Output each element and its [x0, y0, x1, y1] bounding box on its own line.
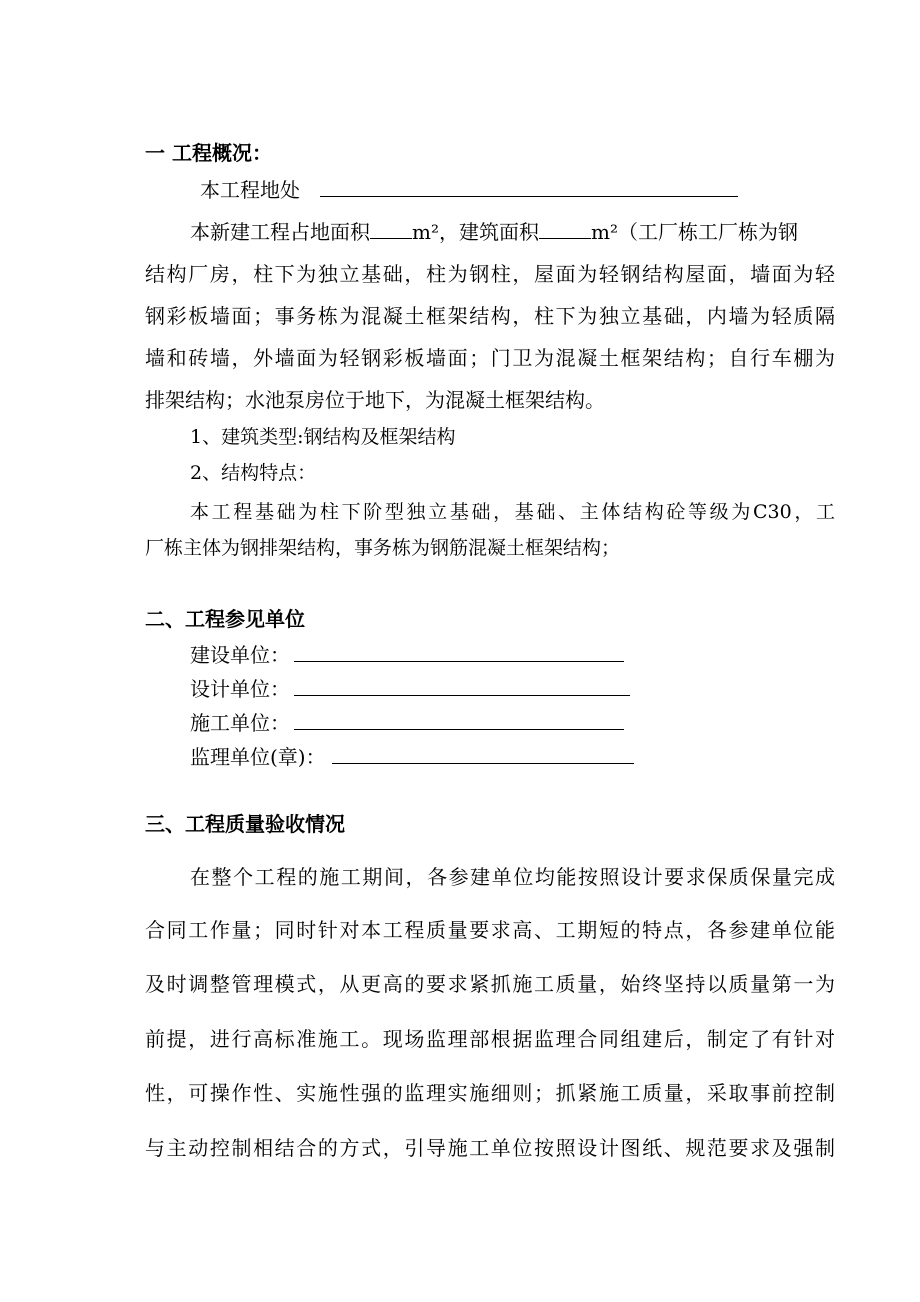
location-label: 本工程地处: [200, 178, 300, 202]
building-area-label: m²，建筑面积: [412, 220, 539, 244]
location-blank[interactable]: [320, 178, 738, 197]
unit-blank-design[interactable]: [294, 677, 630, 696]
location-row: [200, 178, 738, 202]
quality-line-2: 合同工作量；同时针对本工程质量要求高、工期短的特点，各参建单位能: [145, 918, 835, 942]
land-area-label: 本新建工程占地面积: [190, 220, 370, 244]
unit-blank-construction[interactable]: [294, 643, 624, 662]
unit-row-supervision: [190, 745, 634, 769]
overview-line-4: 墙和砖墙，外墙面为轻钢彩板墙面；门卫为混凝土框架结构；自行车棚为: [145, 346, 835, 370]
structure-line-1: 本工程基础为柱下阶型独立基础，基础、主体结构砼等级为C30，工: [190, 501, 835, 523]
unit-blank-supervision[interactable]: [332, 745, 634, 764]
unit-row-contractor: [190, 711, 624, 735]
unit-row-design: [190, 677, 630, 701]
quality-line-4: 前提，进行高标准施工。现场监理部根据监理合同组建后，制定了有针对: [145, 1027, 835, 1051]
item-building-type: 1、建筑类型:钢结构及框架结构: [190, 426, 456, 448]
quality-line-3: 及时调整管理模式，从更高的要求紧抓施工质量，始终坚持以质量第一为: [145, 972, 835, 996]
section-3-heading: 三、工程质量验收情况: [145, 812, 345, 836]
unit-row-construction: [190, 643, 624, 667]
unit-label: 设计单位：: [190, 677, 290, 701]
unit-label: 建设单位：: [190, 643, 290, 667]
overview-line-2: 结构厂房，柱下为独立基础，柱为钢柱，屋面为轻钢结构屋面，墙面为轻: [145, 262, 835, 286]
land-area-blank[interactable]: [370, 220, 412, 239]
overview-line-5: 排架结构；水池泵房位于地下，为混凝土框架结构。: [145, 388, 605, 412]
quality-line-5: 性，可操作性、实施性强的监理实施细则；抓紧施工质量，采取事前控制: [145, 1081, 835, 1105]
section-2-heading: 二、工程参见单位: [145, 607, 305, 631]
section-1-heading: 一 工程概况：: [145, 141, 272, 165]
overview-line-3: 钢彩板墙面；事务栋为混凝土框架结构，柱下为独立基础，内墙为轻质隔: [145, 304, 835, 328]
quality-line-6: 与主动控制相结合的方式，引导施工单位按照设计图纸、规范要求及强制: [145, 1136, 835, 1160]
unit-label: 施工单位：: [190, 711, 290, 735]
area-line: [190, 220, 798, 244]
item-structure-features: 2、结构特点：: [190, 462, 317, 484]
unit-label: 监理单位(章)：: [190, 745, 326, 769]
quality-line-1: 在整个工程的施工期间，各参建单位均能按照设计要求保质保量完成: [190, 865, 835, 889]
unit-blank-contractor[interactable]: [294, 711, 624, 730]
structure-line-2: 厂栋主体为钢排架结构，事务栋为钢筋混凝土框架结构；: [145, 537, 621, 559]
building-area-blank[interactable]: [539, 220, 591, 239]
area-line-tail: m²（工厂栋工厂栋为钢: [590, 220, 798, 244]
